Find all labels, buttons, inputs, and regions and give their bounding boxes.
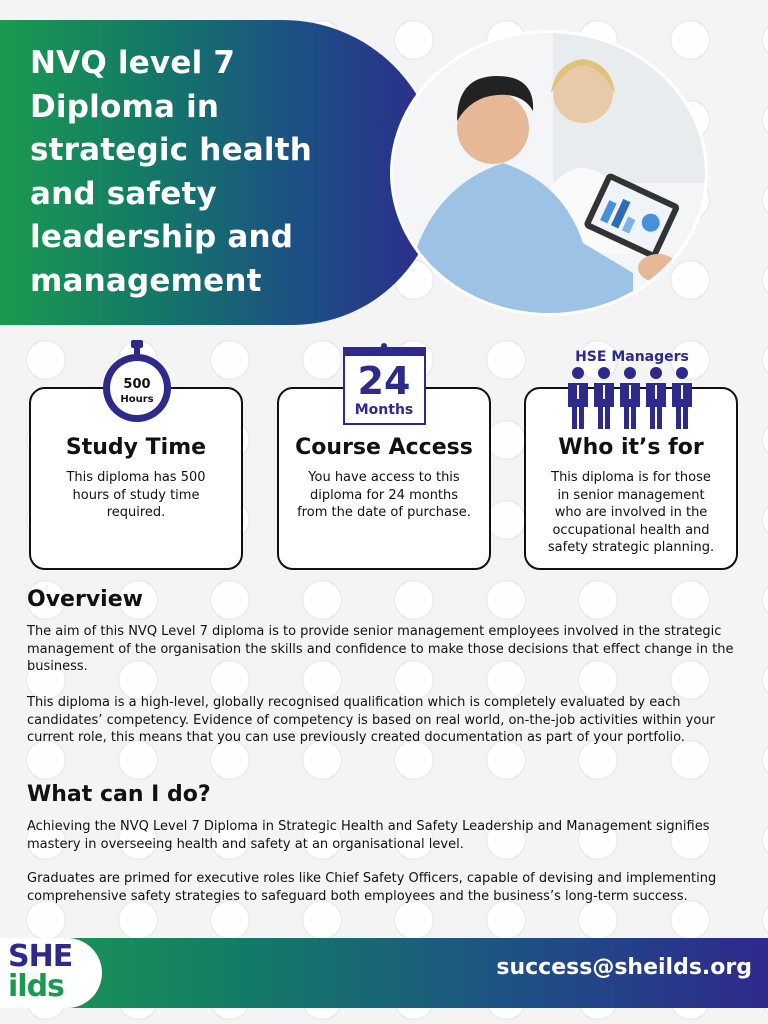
logo-bottom: ilds	[8, 969, 64, 1004]
overview-paragraph-2: This diploma is a high-level, globally recognised qualification which is completely evaluated by each candidates’ competency. Evidence of competency is based on real world, on-the-job activities within your current role, this means that you can use previously created documentation as part of your portfolio.	[27, 695, 715, 745]
managers-icon	[562, 345, 702, 430]
what-paragraph-1: Achieving the NVQ Level 7 Diploma in Strategic Health and Safety Leadership and Management signifies mastery in overseeing health and safety at an organisational level.	[27, 819, 710, 852]
logo-top: SHE	[8, 939, 73, 974]
hours-label: Hours	[120, 394, 154, 405]
who-its-for-title: Who it’s for	[558, 435, 704, 460]
months-label: Months	[354, 402, 414, 418]
page-title: NVQ level 7 Diploma in strategic health and safety leadership and management	[30, 45, 313, 299]
hours-number: 500	[123, 377, 151, 392]
course-access-title: Course Access	[295, 435, 473, 460]
overview-heading: Overview	[27, 587, 143, 612]
hse-label: HSE Managers	[575, 349, 689, 365]
who-its-for-text: This diploma is for those in senior management who are involved in the occupational health and safety strategic planning.	[547, 470, 715, 555]
overview-paragraph-1: The aim of this NVQ Level 7 diploma is to provide senior management employees involved in the strategic management of the organisation the skills and confidence to make those decisions that effect change in the business.	[27, 624, 734, 674]
hero-photo	[390, 30, 708, 316]
calendar-icon	[342, 342, 427, 427]
contact-email-link[interactable]: success@sheilds.org	[496, 955, 752, 980]
months-number: 24	[357, 359, 411, 403]
course-access-text: You have access to this diploma for 24 months from the date of purchase.	[297, 470, 471, 520]
stopwatch-icon	[102, 340, 172, 424]
what-paragraph-2: Graduates are primed for executive roles like Chief Safety Officers, capable of devising and implementing comprehensive safety strategies to safeguard both employees and the business’s long-term success.	[27, 871, 717, 904]
what-can-i-do-heading: What can I do?	[27, 782, 211, 807]
study-time-title: Study Time	[65, 435, 207, 460]
study-time-text: This diploma has 500 hours of study time required.	[66, 470, 206, 520]
